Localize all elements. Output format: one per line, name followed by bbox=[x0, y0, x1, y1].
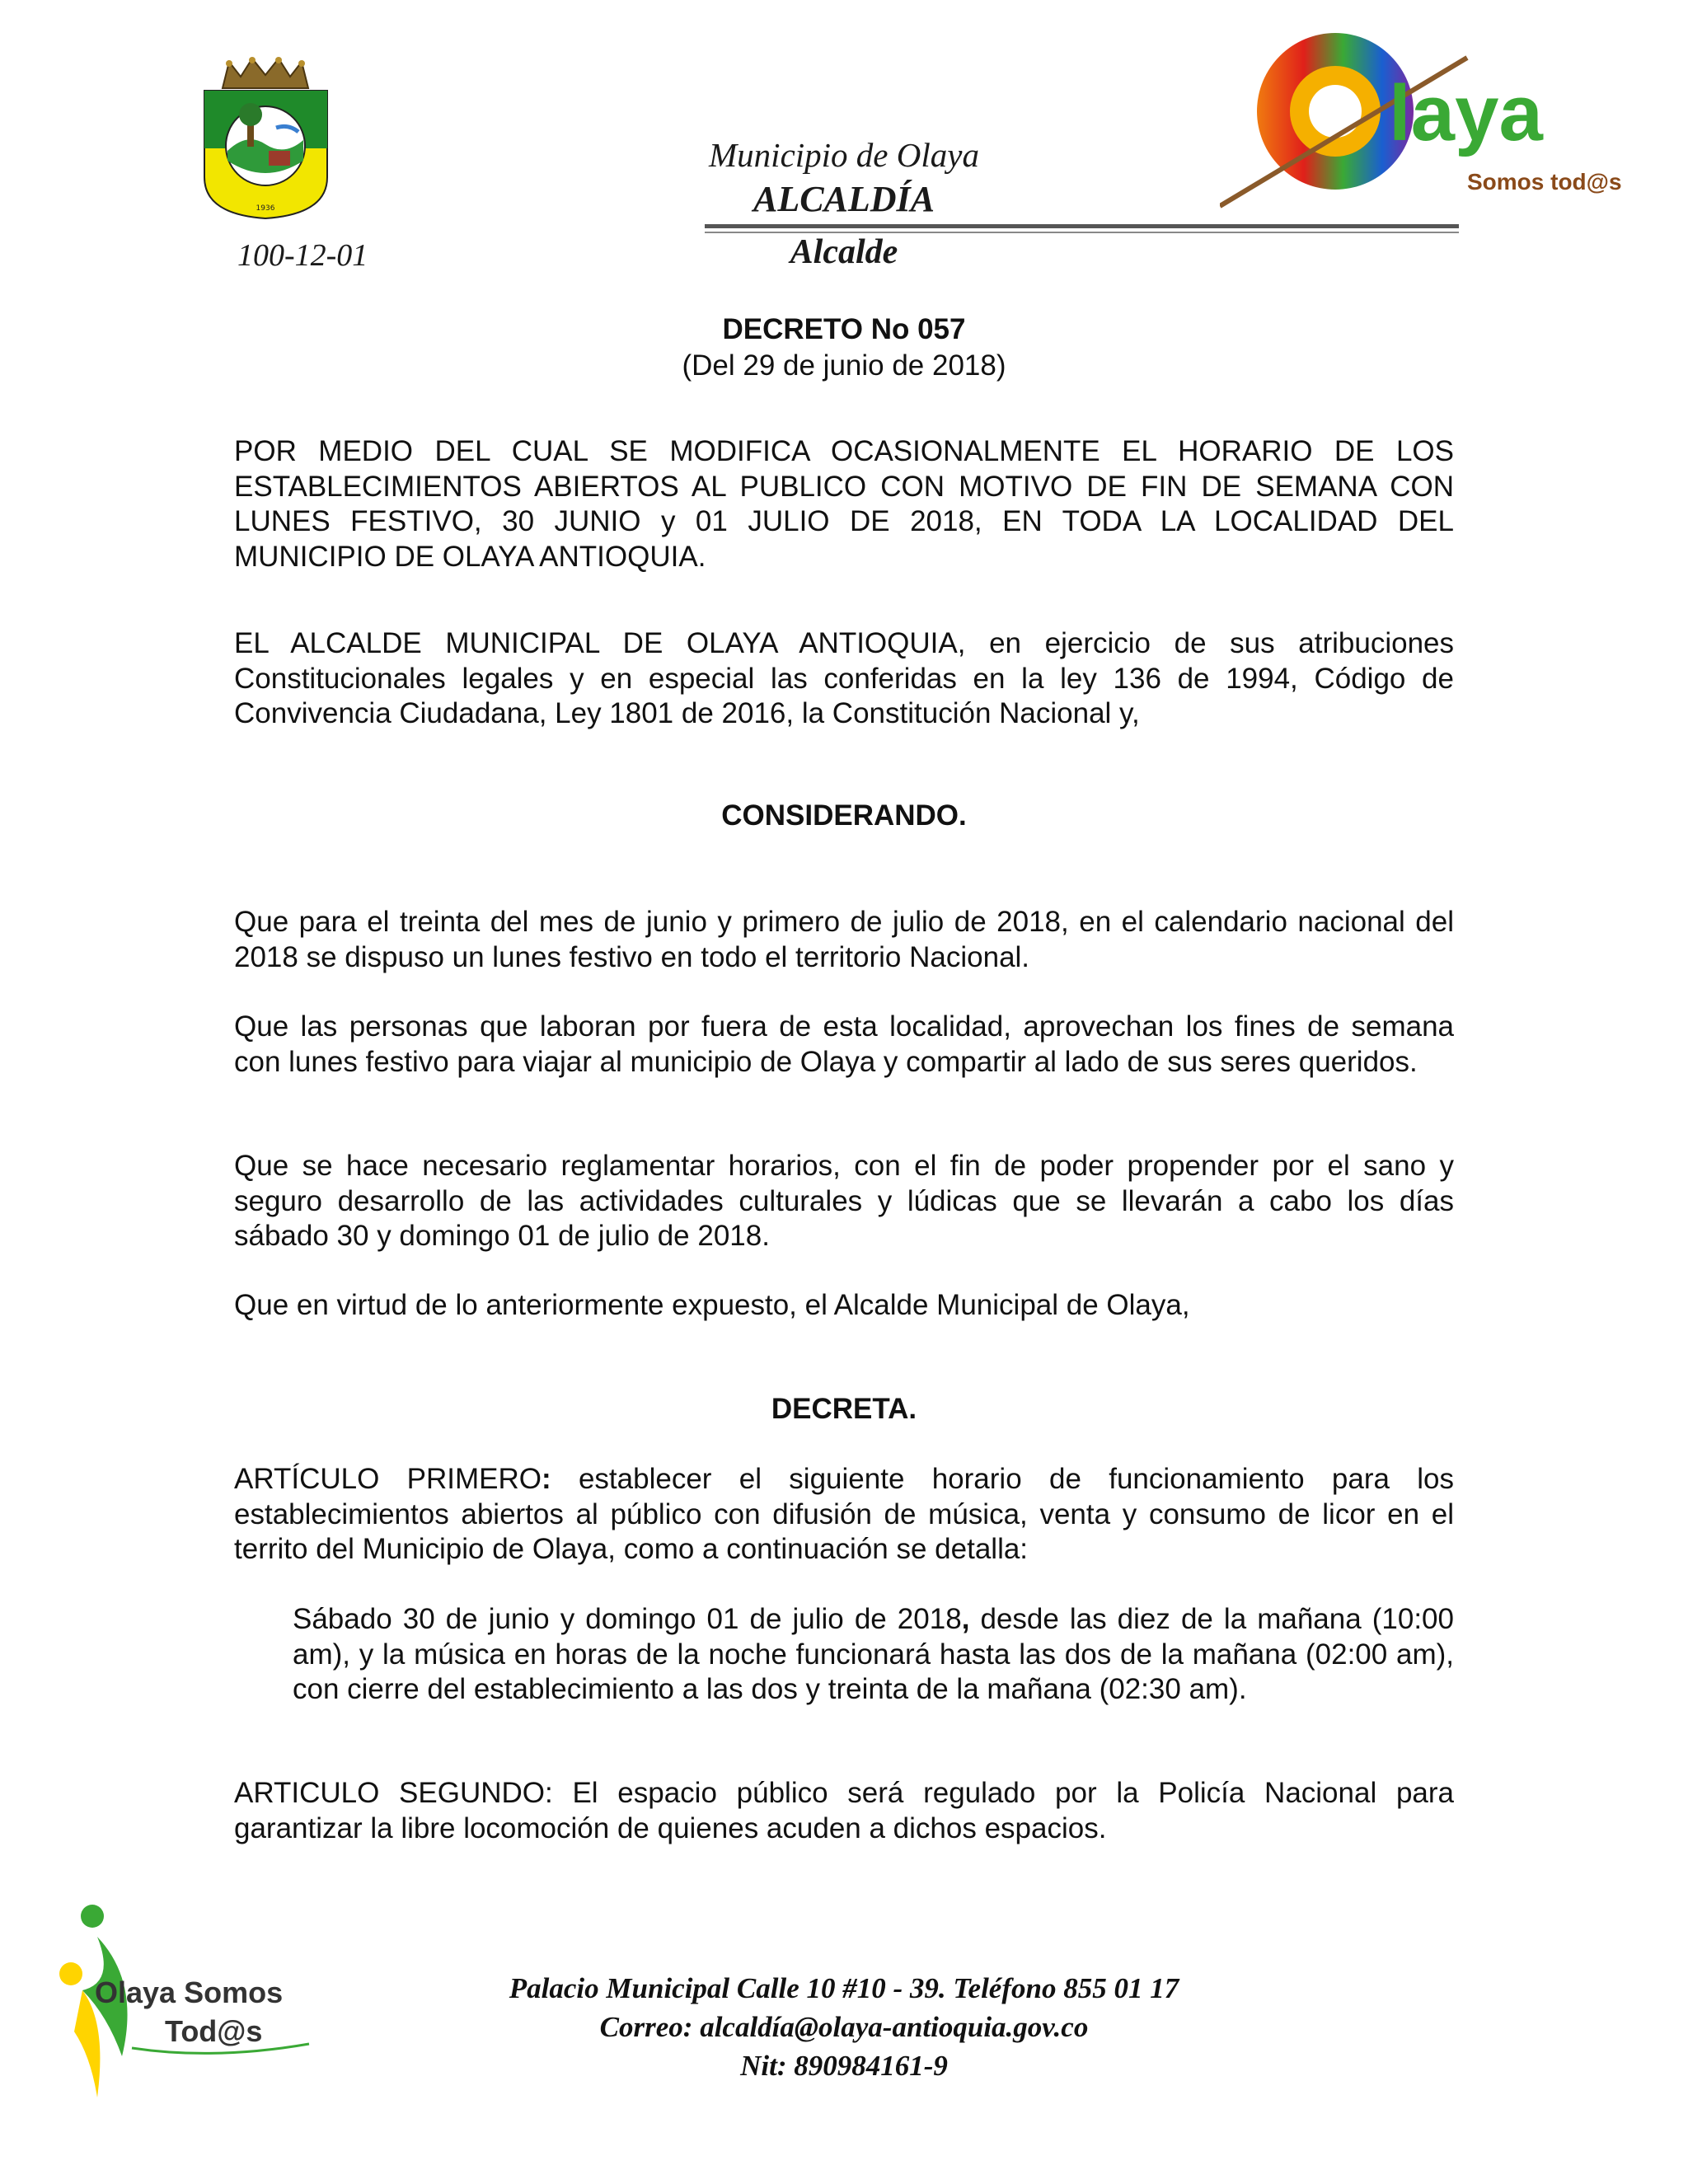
decreta-heading: DECRETA. bbox=[771, 1393, 917, 1425]
header-rule bbox=[705, 224, 1459, 228]
decree-purpose: POR MEDIO DEL CUAL SE MODIFICA OCASIONALMENTE EL HORARIO DE LOS ESTABLECIMIENTOS ABIERTOS AL PUBLICO CON MOTIVO DE FIN DE SEMANA CON LUNES FESTIVO, 30 JUNIO y 01 JULIO DE 2018, EN TODA LA LOCALIDAD DEL MUNICIPIO DE OLAYA ANTIOQUIA. bbox=[234, 435, 1454, 573]
article-one-colon: : bbox=[542, 1463, 551, 1495]
schedule-rest: desde las diez de la mañana (10:00 am), y la música en horas de la noche funcionará hasta las dos de la mañana (02:00 am), con cierre del establecimiento a las dos y treinta de la mañana (02:30 am). bbox=[293, 1603, 1454, 1705]
article-one-text: establecer el siguiente horario de funcionamiento para los establecimientos abiertos al público con difusión de música, venta y consumo de licor en el territo del Municipio de Olaya, como a continuación se detalla: bbox=[234, 1463, 1455, 1565]
footer-address: Palacio Municipal Calle 10 #10 - 39. Teléfono 855 01 17 bbox=[509, 1972, 1179, 2004]
schedule-paragraph bbox=[293, 1602, 1454, 1708]
municipality-name: Municipio de Olaya bbox=[709, 136, 979, 174]
brand-slogan: Somos tod@s bbox=[1467, 169, 1622, 194]
office-name: ALCALDÍA bbox=[753, 179, 935, 219]
footer-email: Correo: alcaldía@olaya-antioquia.gov.co bbox=[599, 2011, 1089, 2043]
footer-nit: Nit: 890984161-9 bbox=[740, 2050, 948, 2082]
considerando-heading: CONSIDERANDO. bbox=[721, 799, 967, 832]
footer-logo-line2: Tod@s bbox=[165, 2014, 263, 2048]
article-one-label: ARTÍCULO PRIMERO bbox=[234, 1463, 542, 1495]
role-title: Alcalde bbox=[790, 233, 898, 271]
consideration-paragraph: Que se hace necesario reglamentar horarios, con el fin de poder propender por el sano y seguro desarrollo de las actividades culturales y lúdicas que se llevarán a cabo los días sábado 30 y domingo 01 de julio de 2018. bbox=[234, 1150, 1454, 1252]
schedule-lead: Sábado 30 de junio y domingo 01 de julio de 2018 bbox=[293, 1603, 962, 1635]
article-one bbox=[234, 1462, 1454, 1568]
schedule-comma: , bbox=[961, 1603, 970, 1635]
consideration-paragraph: Que para el treinta del mes de junio y primero de julio de 2018, en el calendario nacional del 2018 se dispuso un lunes festivo en todo el territorio Nacional. bbox=[234, 906, 1454, 973]
article-two: ARTICULO SEGUNDO: El espacio público será regulado por la Policía Nacional para garantizar la libre locomoción de quienes acuden a dichos espacios. bbox=[234, 1777, 1454, 1844]
consideration-paragraph: Que en virtud de lo anteriormente expuesto, el Alcalde Municipal de Olaya, bbox=[234, 1289, 1190, 1321]
reference-code: 100-12-01 bbox=[237, 238, 368, 273]
decree-title: DECRETO No 057 bbox=[722, 313, 966, 345]
decree-date: (Del 29 de junio de 2018) bbox=[682, 349, 1006, 382]
crest-year: 1936 bbox=[256, 204, 275, 213]
brand-logo-text: laya bbox=[1389, 69, 1543, 157]
consideration-paragraph: Que las personas que laboran por fuera de esta localidad, aprovechan los fines de semana con lunes festivo para viajar al municipio de Olaya y compartir al lado de sus seres queridos. bbox=[234, 1010, 1454, 1078]
footer-logo-line1: Olaya Somos bbox=[95, 1975, 284, 2009]
decree-preamble: EL ALCALDE MUNICIPAL DE OLAYA ANTIOQUIA, en ejercicio de sus atribuciones Constitucionales legales y en especial las conferidas en la ley 136 de 1994, Código de Convivencia Ciudadana, Ley 1801 de 2016, la Constitución Nacional y, bbox=[234, 627, 1454, 729]
